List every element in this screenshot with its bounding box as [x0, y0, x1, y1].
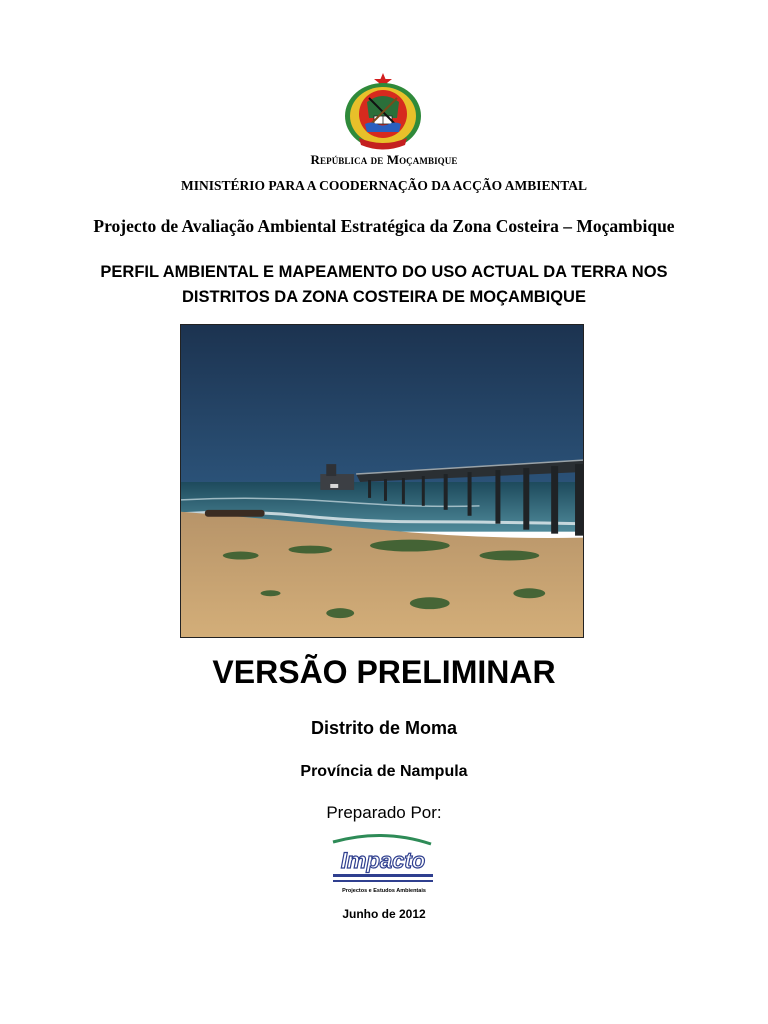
document-title: [0, 260, 768, 310]
prepared-by-label: Preparado Por:: [326, 803, 442, 822]
province-heading: Província de Nampula: [300, 763, 468, 780]
coat-of-arms-icon: [341, 72, 425, 154]
republic-heading: República de Moçambique: [310, 152, 458, 167]
version-heading: VERSÃO PRELIMINAR: [212, 654, 556, 690]
ministry-heading: MINISTÉRIO PARA A COODERNAÇÃO DA ACÇÃO AMBIENTAL: [180, 178, 588, 193]
project-title: Projecto de Avaliação Ambiental Estratégica da Zona Costeira – Moçambique: [93, 216, 675, 236]
document-title-line-2: DISTRITOS DA ZONA COSTEIRA DE MOÇAMBIQUE: [182, 288, 586, 306]
logo-subtitle: Projectos e Estudos Ambientais: [342, 888, 426, 894]
beach-pier-photo: [180, 324, 584, 638]
district-heading: Distrito de Moma: [310, 718, 457, 738]
document-title-line-1: PERFIL AMBIENTAL E MAPEAMENTO DO USO ACTUAL DA TERRA NOS: [100, 263, 668, 281]
publication-date: Junho de 2012: [342, 907, 426, 921]
svg-text:Impacto: Impacto: [340, 848, 426, 873]
